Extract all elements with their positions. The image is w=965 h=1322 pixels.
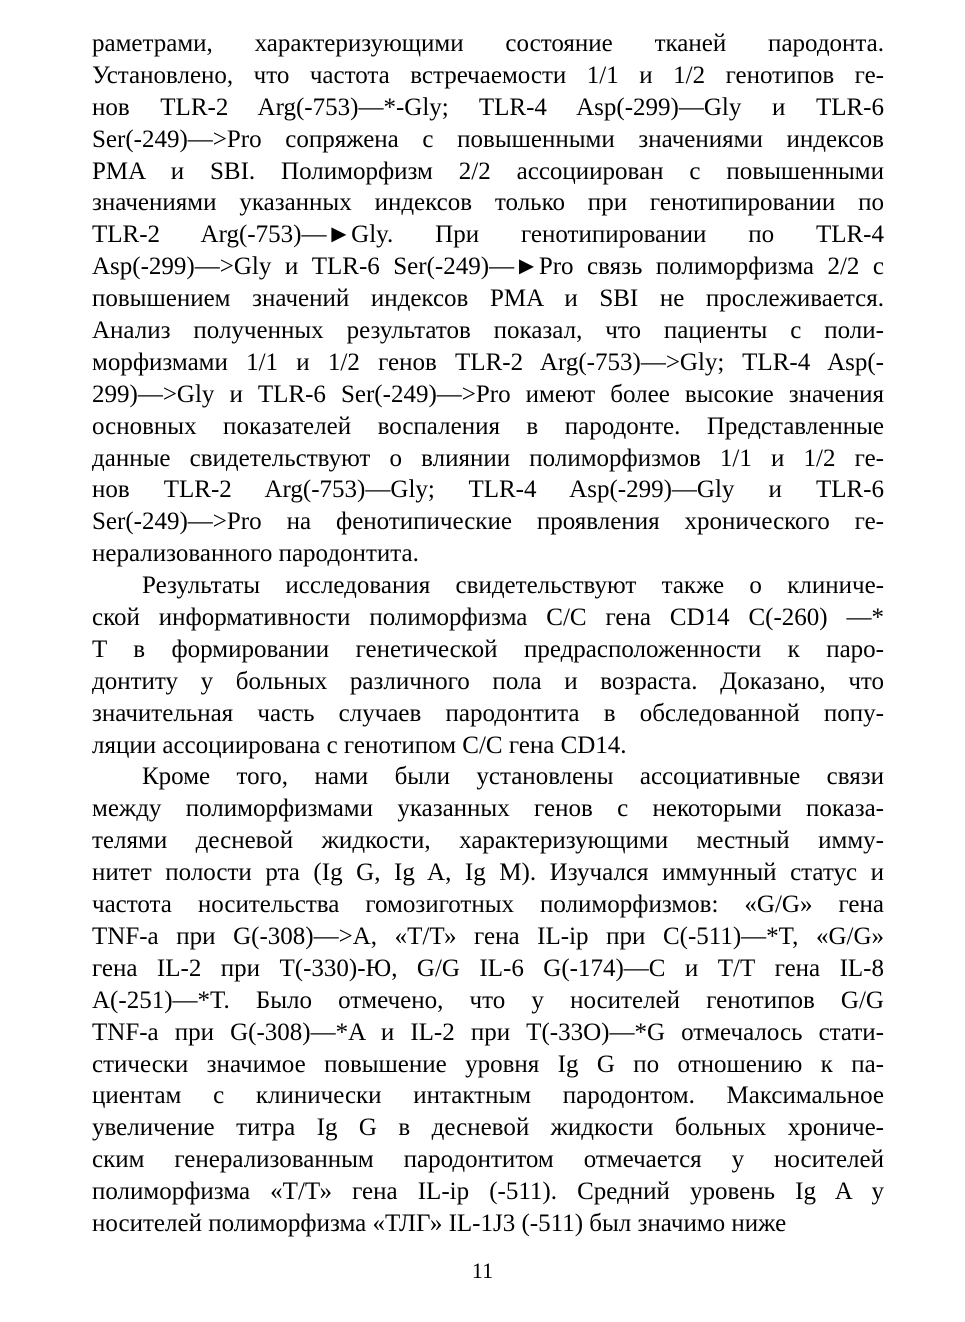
text-line: донтиту у больных различного пола и возраста. Доказано, что [92, 667, 884, 695]
paragraph [92, 28, 884, 570]
text-line: Ser(-249)—>Pro сопряжена с повышенными значениями индексов [92, 125, 884, 153]
text-line: нов TLR-2 Arg(-753)—Gly; TLR-4 Asp(-299)—Gly и TLR-6 [92, 476, 884, 504]
text-line: увеличение титра Ig G в десневой жидкости больных хрониче- [92, 1114, 884, 1142]
text-line: циентам с клинически интактным пародонтом. Максимальное [92, 1082, 884, 1110]
text-line: нов TLR-2 Arg(-753)—*-Gly; TLR-4 Asp(-299)—Gly и TLR-6 [92, 93, 884, 121]
text-line: Кроме того, нами были установлены ассоциативные связи [142, 763, 884, 791]
text-line: раметрами, характеризующими состояние тканей пародонта. [92, 30, 884, 57]
text-line: носителей полиморфизма «ТЛГ» IL-1J3 (-511) был значимо ниже [92, 1209, 787, 1237]
text-line: PMA и SBI. Полиморфизм 2/2 ассоциирован с повышенными [92, 157, 884, 185]
text-line: стически значимое повышение уровня Ig G по отношению к па- [92, 1050, 884, 1078]
text-line: значительная часть случаев пародонтита в обследованной попу- [92, 699, 884, 727]
page-text [92, 28, 884, 1240]
text-line: A(-251)—*T. Было отмечено, что у носителей генотипов G/G [92, 986, 884, 1014]
text-line: ской информативности полиморфизма С/С гена CD14 C(-260) —* [92, 604, 884, 632]
text-line: гена IL-2 при Т(-330)-Ю, G/G IL-6 G(-174)—С и Т/Т гена IL-8 [92, 954, 884, 982]
text-line: основных показателей воспаления в пародонте. Представленные [92, 412, 884, 440]
text-line: Результаты исследования свидетельствуют также о клиниче- [142, 572, 884, 600]
text-line: ским генерализованным пародонтитом отмечается у носителей [92, 1146, 884, 1174]
page-number: 11 [471, 1258, 494, 1283]
text-line: T в формировании генетической предрасположенности к паро- [92, 635, 884, 663]
text-line: нерализованного пародонтита. [92, 540, 419, 568]
text-line: полиморфизма «Т/Т» гена IL-ip (-511). Средний уровень Ig A у [92, 1178, 884, 1206]
text-line: Установлено, что частота встречаемости 1/1 и 1/2 генотипов ге- [92, 61, 884, 89]
text-line: Asp(-299)—>Gly и TLR-6 Ser(-249)—►Pro связь полиморфизма 2/2 с [92, 253, 884, 281]
text-line: TLR-2 Arg(-753)—►Gly. При генотипировании по TLR-4 [92, 221, 884, 249]
text-line: повышением значений индексов PMA и SBI не прослеживается. [92, 285, 884, 313]
text-line: Ser(-249)—>Pro на фенотипические проявления хронического ге- [92, 508, 884, 536]
text-line: TNF-a при G(-308)—>A, «Т/Т» гена IL-ip при С(-511)—*T, «G/G» [92, 922, 884, 950]
text-line: нитет полости рта (Ig G, Ig A, Ig M). Изучался иммунный статус и [92, 859, 884, 887]
text-line: морфизмами 1/1 и 1/2 генов TLR-2 Arg(-753)—>Gly; TLR-4 Asp(- [92, 348, 884, 376]
text-line: 299)—>Gly и TLR-6 Ser(-249)—>Pro имеют более высокие значения [92, 380, 884, 408]
paragraph [92, 761, 884, 1239]
text-line: между полиморфизмами указанных генов с некоторыми показа- [92, 795, 884, 823]
text-line: ляции ассоциирована с генотипом С/С гена CD14. [92, 731, 627, 759]
text-line: Анализ полученных результатов показал, что пациенты с поли- [92, 317, 884, 345]
text-line: телями десневой жидкости, характеризующими местный иммy- [92, 827, 884, 855]
text-line: TNF-a при G(-308)—*A и IL-2 при T(-33O)—*G отмечалось стати- [92, 1018, 884, 1046]
text-line: частота носительства гомозиготных полиморфизмов: «G/G» гена [92, 891, 884, 919]
text-line: значениями указанных индексов только при генотипировании по [92, 189, 884, 217]
paragraph [92, 570, 884, 761]
text-line: данные свидетельствуют о влиянии полиморфизмов 1/1 и 1/2 ге- [92, 444, 884, 472]
